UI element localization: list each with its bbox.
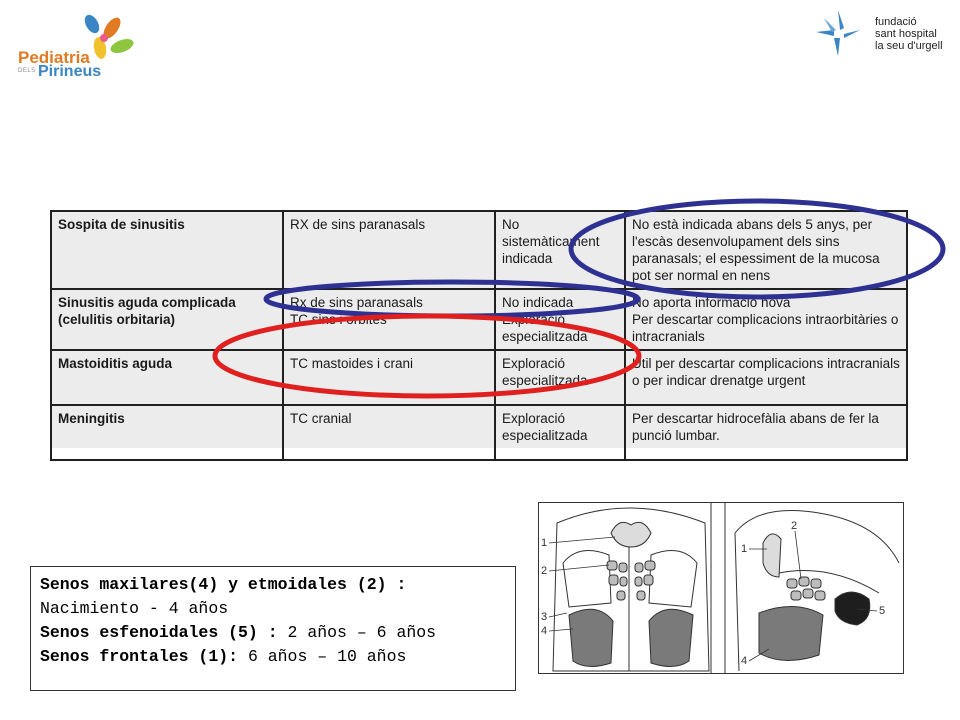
fig-label-right-4: 4 <box>741 655 748 667</box>
cell-comment: Per descartar hidrocefàlia abans de fer la punció lumbar. <box>625 405 907 460</box>
sinus-anatomy-figure <box>538 502 904 674</box>
info-line-frontales <box>40 645 506 669</box>
cell-indication: Exploració especialitzada <box>495 350 625 405</box>
cell-test-line2: TC sins i òrbites <box>290 312 387 327</box>
info-line-maxilares: Senos maxilares(4) y etmoidales (2) : <box>40 575 407 594</box>
table-row <box>51 289 907 350</box>
cell-condition: Sospita de sinusitis <box>51 211 283 289</box>
sinus-development-box <box>30 566 516 691</box>
info-value-esfenoidales: 2 años – 6 años <box>277 623 437 642</box>
logo-text-pediatria: Pediatria <box>18 48 90 67</box>
cell-comment-line2: Per descartar complicacions intraorbitàries o intracranials <box>632 312 899 344</box>
logo-text-seu: la seu d'urgell <box>875 40 943 52</box>
info-label-frontales: Senos frontales (1): <box>40 647 239 666</box>
cell-indication <box>495 289 625 350</box>
cell-indication-line1: No indicada <box>502 295 574 310</box>
table-row <box>51 405 907 460</box>
cell-comment <box>625 289 907 350</box>
cross-logo-icon <box>810 8 870 58</box>
table-row <box>51 350 907 405</box>
cell-test: TC cranial <box>283 405 495 460</box>
info-line-nacimiento: Nacimiento - 4 años <box>40 599 229 618</box>
cell-condition: Mastoiditis aguda <box>51 350 283 405</box>
cell-comment: Útil per descartar complicacions intracranials o per indicar drenatge urgent <box>625 350 907 405</box>
fig-label-left-4: 4 <box>541 625 548 637</box>
skull-drawing <box>539 503 903 673</box>
fig-label-left-3: 3 <box>541 611 548 623</box>
pediatria-pirineus-logo <box>12 10 142 82</box>
cell-comment-line1: No aporta informació nova <box>632 295 791 310</box>
cell-indication: No sistemàticament indicada <box>495 211 625 289</box>
logo-text-hospital: sant hospital <box>875 28 937 40</box>
logo-text-fundacio: fundació <box>875 16 917 28</box>
cell-indication: Exploració especialitzada <box>495 405 625 460</box>
cell-comment: No està indicada abans dels 5 anys, per l'escàs desenvolupament dels sins paranasals; el espessiment de la mucosa pot ser normal en nens <box>625 211 907 289</box>
cell-test-line1: Rx de sins paranasals <box>290 295 423 310</box>
logo-text-dels: DELS <box>18 68 36 74</box>
fig-label-right-1: 1 <box>741 543 748 555</box>
cell-test <box>283 289 495 350</box>
clinical-indications-table <box>50 210 906 448</box>
table-row <box>51 211 907 289</box>
info-value-frontales: 6 años – 10 años <box>238 647 407 666</box>
cell-test: RX de sins paranasals <box>283 211 495 289</box>
cell-test: TC mastoides i crani <box>283 350 495 405</box>
cell-condition: Meningitis <box>51 405 283 460</box>
cell-indication-line2: Exploració especialitzada <box>502 312 588 344</box>
fundacio-hospital-logo <box>810 8 955 58</box>
logo-text-pirineus: Pirineus <box>38 63 102 80</box>
info-label-esfenoidales: Senos esfenoidales (5) : <box>40 623 278 642</box>
fig-label-right-2: 2 <box>791 520 798 532</box>
info-line-esfenoidales <box>40 621 506 645</box>
fig-label-left-2: 2 <box>541 565 548 577</box>
fig-label-left-1: 1 <box>541 537 548 549</box>
cell-condition: Sinusitis aguda complicada (celulitis orbitaria) <box>51 289 283 350</box>
fig-label-right-5: 5 <box>879 605 886 617</box>
